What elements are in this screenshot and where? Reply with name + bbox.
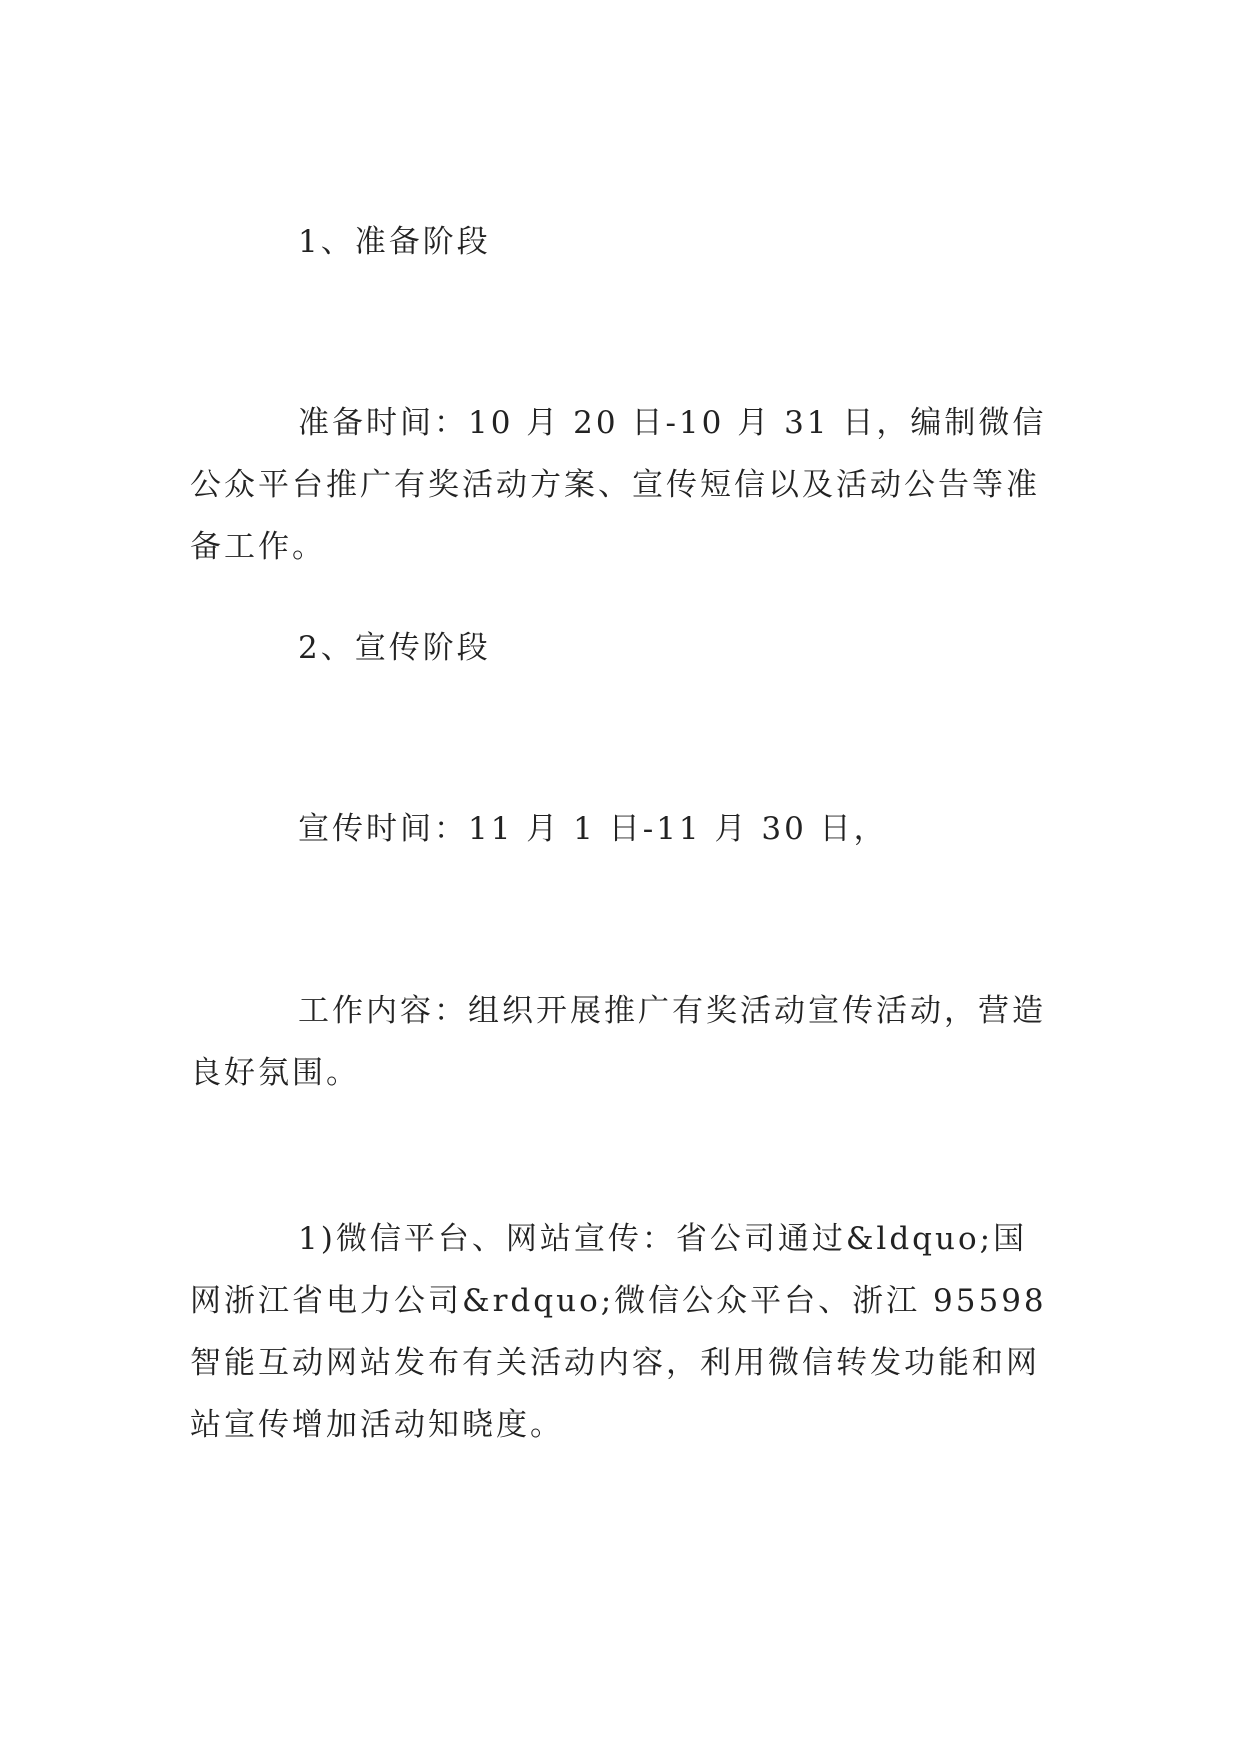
paragraph-publicity-time: 宣传时间：11 月 1 日-11 月 30 日， [298,811,888,847]
paragraph-wechat-website-publicity: 1)微信平台、网站宣传：省公司通过&ldquo;国网浙江省电力公司&rdquo;微信公众平台、浙江 95598 智能互动网站发布有关活动内容，利用微信转发功能和网站宣传增加活动知晓度。 [190,1221,1060,1443]
section-heading-publicity: 2、宣传阶段 [298,630,491,666]
section-heading-preparation: 1、准备阶段 [298,224,491,260]
paragraph-work-content: 工作内容：组织开展推广有奖活动宣传活动，营造良好氛围。 [190,993,1046,1091]
paragraph-preparation-time: 准备时间：10 月 20 日-10 月 31 日，编制微信公众平台推广有奖活动方案、宣传短信以及活动公告等准备工作。 [190,405,1047,565]
